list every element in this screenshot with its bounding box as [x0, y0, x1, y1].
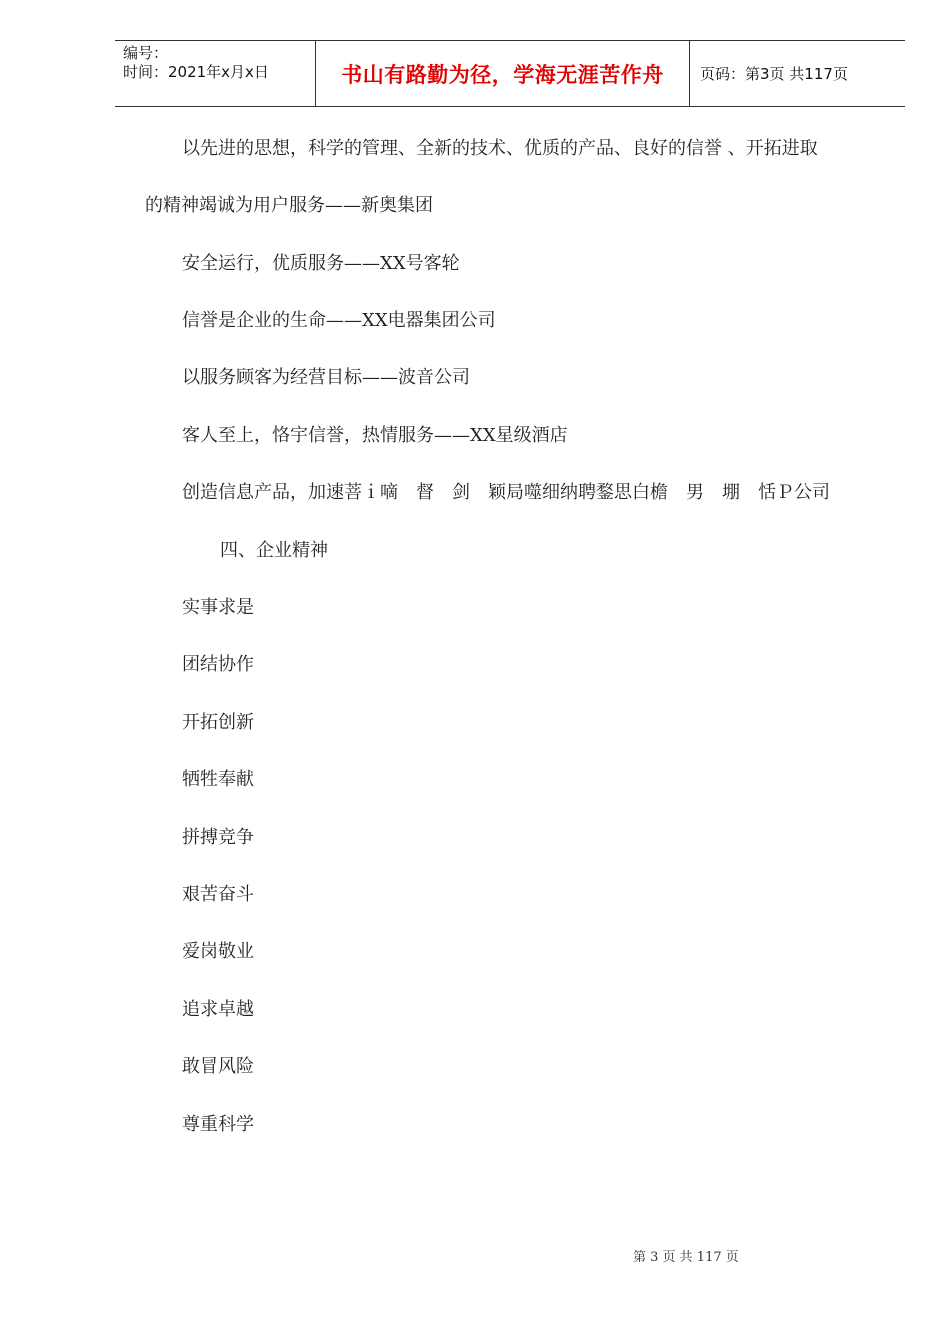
slogan-line: 信誉是企业的生命——XX电器集团公司 — [182, 310, 496, 331]
spirit-item: 团结协作 — [182, 654, 254, 675]
spirit-item: 拼搏竞争 — [182, 827, 254, 848]
motto-text: 书山有路勤为径，学海无涯苦作舟 — [341, 62, 664, 87]
slogan-line: 以先进的思想，科学的管理、全新的技术、优质的产品、良好的信誉 、开拓进取 — [182, 138, 818, 159]
spirit-item: 开拓创新 — [182, 712, 254, 733]
slogan-line: 客人至上，恪宇信誉，热情服务——XX星级酒店 — [182, 425, 568, 446]
spirit-item: 牺牲奉献 — [182, 769, 254, 790]
slogan-line: 以服务顾客为经营目标——波音公司 — [182, 367, 470, 388]
slogan-line: 安全运行，优质服务——XX号客轮 — [182, 253, 460, 274]
spirit-item: 艰苦奋斗 — [182, 884, 254, 905]
document-number: 编号： — [123, 44, 169, 62]
spirit-item: 爱岗敬业 — [182, 941, 254, 962]
section-heading: 四、企业精神 — [220, 540, 328, 561]
document-date: 时间：2021年x月x日 — [123, 63, 269, 81]
slogan-line: 的精神竭诚为用户服务——新奥集团 — [145, 195, 433, 216]
page-info-text: 页码：第3页 共117页 — [700, 65, 848, 83]
page-footer: 第 3 页 共 117 页 — [633, 1250, 739, 1265]
spirit-item: 敢冒风险 — [182, 1056, 254, 1077]
spirit-item: 尊重科学 — [182, 1114, 254, 1135]
spirit-item: 实事求是 — [182, 597, 254, 618]
slogan-line: 创造信息产品，加速菩ｉ嘀 督 剑 颖局噬细纳聘鍪思白檐 男 堋 恬Ｐ公司 — [182, 482, 830, 503]
spirit-item: 追求卓越 — [182, 999, 254, 1020]
